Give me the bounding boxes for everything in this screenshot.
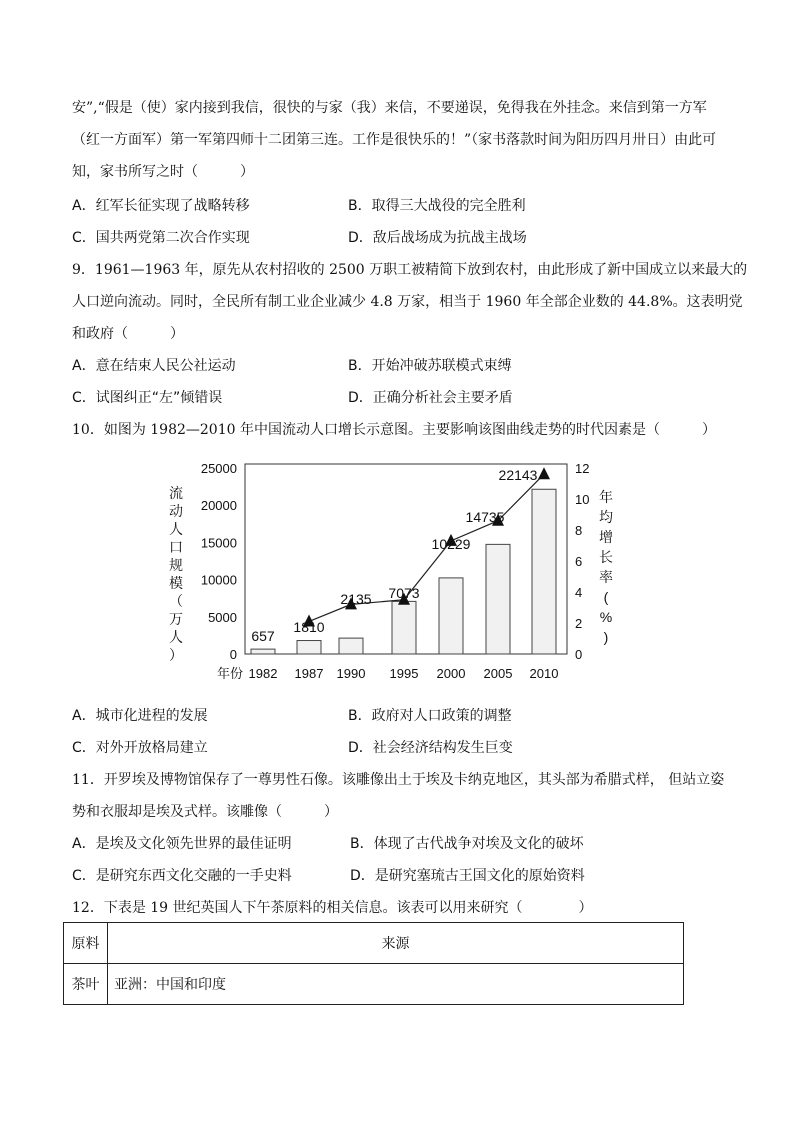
left-tick-label: 15000 (200, 535, 237, 551)
ylabel-char: （ (169, 593, 183, 609)
q8-option-c: C．国共两党第二次合作实现 (72, 230, 250, 246)
ylabel-char: % (599, 609, 613, 625)
q8-option-a: A．红军长征实现了战略转移 (72, 198, 250, 214)
bar-data-label: 14735 (465, 509, 505, 525)
table-row (64, 964, 684, 1005)
x-tick-label: 2000 (436, 666, 466, 681)
left-tick-label: 0 (229, 647, 237, 662)
bar-data-label: 657 (251, 628, 275, 645)
q11-option-c: C．是研究东西文化交融的一手史料 (72, 868, 292, 884)
bar-data-label: 22143 (498, 467, 538, 483)
q12-stem: 12．下表是 19 世纪英国人下午茶原料的相关信息。该表可以用来研究（ ） (72, 900, 593, 916)
right-tick-label: 4 (575, 585, 583, 600)
ylabel-char: ） (169, 647, 183, 663)
ylabel-left (169, 485, 183, 663)
left-tick-label: 20000 (200, 498, 237, 514)
xlabel: 年份 (216, 666, 244, 681)
bar (532, 489, 556, 654)
x-tick-label: 2010 (529, 666, 559, 681)
left-tick-label: 5000 (208, 609, 237, 625)
ylabel-char: 人 (169, 629, 183, 645)
q8-stem-line2: （红一方面军）第一军第四师十二团第三连。工作是很快乐的！”（家书落款时间为阳历四月卅日）由此可 (72, 132, 717, 148)
ylabel-char: ( (603, 589, 609, 605)
table-cell: 茶叶 (64, 964, 108, 1005)
q9-option-b: B．开始冲破苏联模式束缚 (348, 358, 512, 374)
x-tick-label: 1982 (248, 666, 278, 681)
x-tick-label: 1995 (389, 666, 419, 681)
bar-data-label: 1810 (293, 619, 325, 635)
q9-stem-line1: 9．1961—1963 年，原先从农村招收的 2500 万职工被精简下放到农村，由此形成了新中国成立以来最大的 (72, 262, 748, 278)
bar (339, 638, 363, 654)
q10-option-d: D．社会经济结构发生巨变 (348, 740, 513, 756)
q10-option-b: B．政府对人口政策的调整 (348, 708, 512, 724)
q8-option-b: B．取得三大战役的完全胜利 (348, 198, 526, 214)
q11-option-d: D．是研究塞琉古王国文化的原始资料 (350, 868, 585, 884)
left-tick-label: 10000 (200, 572, 237, 588)
q10-option-c: C．对外开放格局建立 (72, 740, 208, 756)
bar-data-label: 10229 (431, 536, 471, 552)
ylabel-char: 模 (169, 575, 183, 591)
x-tick-label: 1987 (294, 666, 324, 681)
right-tick-label: 6 (575, 554, 583, 569)
ylabel-char: 流 (169, 485, 183, 501)
bar-data-label: 7073 (388, 585, 420, 601)
q8-option-d: D．敌后战场成为抗战主战场 (348, 230, 527, 246)
q8-stem-line1: 安”,“假是（使）家内接到我信，很快的与家（我）来信，不要递误，免得我在外挂念。来信到第一方军 (72, 100, 707, 116)
ylabel-char: 万 (169, 611, 183, 627)
ylabel-char: ) (603, 629, 609, 645)
x-tick-label: 2005 (483, 666, 513, 681)
right-tick-label: 10 (575, 492, 590, 507)
table-cell: 亚洲：中国和印度 (108, 964, 684, 1005)
x-tick-label: 1990 (336, 666, 366, 681)
tea-ingredients-table (63, 922, 684, 1005)
ylabel-char: 均 (599, 509, 613, 525)
ylabel-char: 增 (599, 529, 613, 545)
growth-rate-point (538, 467, 550, 479)
ylabel-char: 长 (599, 549, 613, 565)
q10-stem: 10．如图为 1982—2010 年中国流动人口增长示意图。主要影响该图曲线走势的时代因素是（ ） (72, 422, 716, 438)
right-tick-label: 8 (575, 523, 583, 538)
right-tick-label: 2 (575, 616, 583, 631)
q11-stem-line1: 11．开罗埃及博物馆保存了一尊男性石像。该雕像出土于埃及卡纳克地区，其头部为希腊式样， 但站立姿 (72, 772, 725, 788)
bar (439, 578, 463, 654)
ylabel-right (599, 489, 613, 645)
bar (251, 649, 275, 654)
bar (297, 641, 321, 654)
left-tick-label: 25000 (200, 461, 237, 476)
q9-option-d: D．正确分析社会主要矛盾 (348, 390, 513, 406)
ylabel-char: 率 (599, 569, 613, 585)
q9-stem-line2: 人口逆向流动。同时，全民所有制工业企业减少 4.8 万家，相当于 1960 年全部企业数的 44.8%。这表明党 (72, 294, 743, 310)
right-tick-label: 12 (575, 461, 590, 476)
table-header-cell: 来源 (108, 923, 684, 964)
q9-option-c: C．试图纠正“左”倾错误 (72, 390, 223, 406)
q9-stem-line3: 和政府（ ） (72, 326, 184, 342)
bar (392, 601, 416, 654)
ylabel-char: 口 (169, 539, 183, 555)
ylabel-char: 年 (599, 489, 613, 505)
table-header-row (64, 923, 684, 964)
right-tick-label: 0 (575, 647, 583, 662)
ylabel-char: 规 (169, 557, 183, 573)
q8-stem-line3: 知，家书所写之时（ ） (72, 164, 254, 180)
table-header-cell: 原料 (64, 923, 108, 964)
q10-option-a: A．城市化进程的发展 (72, 708, 208, 724)
q11-option-b: B．体现了古代战争对埃及文化的破坏 (350, 836, 584, 852)
bar-data-label: 2135 (340, 591, 372, 607)
ylabel-char: 动 (169, 503, 183, 519)
ylabel-char: 人 (169, 521, 183, 537)
q11-stem-line2: 势和衣服却是埃及式样。该雕像（ ） (72, 804, 338, 820)
bar (486, 544, 510, 654)
population-chart (0, 446, 794, 696)
q11-option-a: A．是埃及文化领先世界的最佳证明 (72, 836, 292, 852)
q9-option-a: A．意在结束人民公社运动 (72, 358, 236, 374)
